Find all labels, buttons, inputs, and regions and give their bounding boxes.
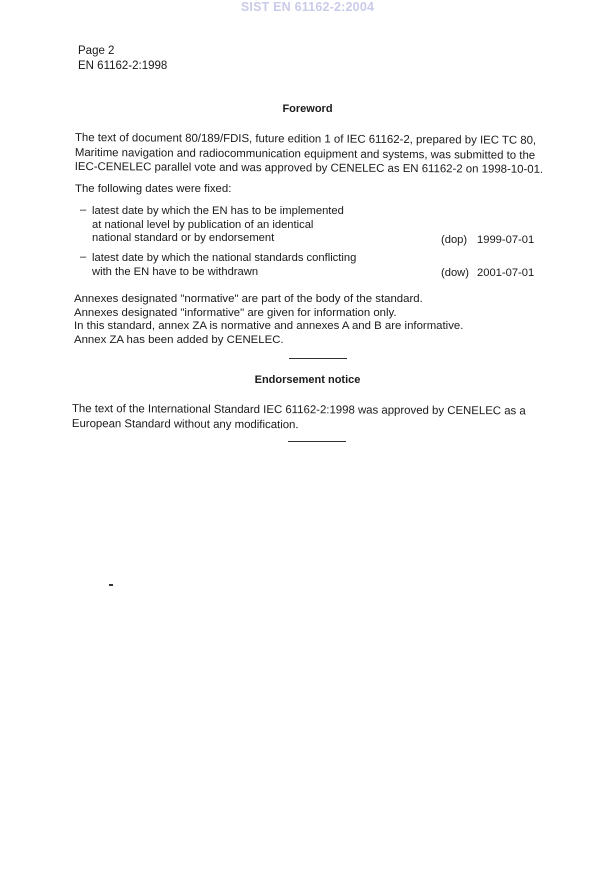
scan-speck xyxy=(109,584,113,586)
date-item-line: with the EN have to be withdrawn xyxy=(92,265,259,278)
list-dash: – xyxy=(80,204,87,216)
foreword-intro xyxy=(75,131,544,177)
date-item-dow xyxy=(92,252,356,279)
page-header xyxy=(78,44,167,74)
date-code-dop: (dop) xyxy=(441,234,468,246)
foreword-intro-line: IEC-CENELEC parallel vote and was approved by CENELEC as EN 61162-2 on 1998-10-01. xyxy=(74,160,544,176)
foreword-intro-line: Maritime navigation and radiocommunication equipment and systems, was submitted to the xyxy=(74,146,536,162)
page-number: Page 2 xyxy=(78,45,115,57)
endorsement-line: European Standard without any modification. xyxy=(71,417,299,431)
endorsement-line: The text of the International Standard IEC 61162-2:1998 was approved by CENELEC as a xyxy=(71,403,526,418)
date-code-dow: (dow) xyxy=(441,267,469,279)
date-item-line: national standard or by endorsement xyxy=(92,232,275,244)
section-divider xyxy=(288,441,346,442)
annex-notes xyxy=(74,293,463,347)
date-item-dop xyxy=(92,205,344,246)
dates-intro: The following dates were fixed: xyxy=(75,183,232,195)
watermark: SIST EN 61162-2:2004 xyxy=(240,0,375,14)
list-dash: – xyxy=(80,251,87,263)
annex-note-line: Annex ZA has been added by CENELEC. xyxy=(74,333,284,346)
annex-note-line: Annexes designated "normative" are part of the body of the standard. xyxy=(74,293,423,305)
date-item-line: latest date by which the national standards conflicting xyxy=(92,252,357,264)
document-id: EN 61162-2:1998 xyxy=(78,60,168,72)
annex-note-line: In this standard, annex ZA is normative and annexes A and B are informative. xyxy=(74,320,464,333)
date-value-dow: 2001-07-01 xyxy=(477,267,535,279)
date-item-line: latest date by which the EN has to be implemented xyxy=(92,205,344,217)
date-item-line: at national level by publication of an identical xyxy=(92,218,314,231)
endorsement-title: Endorsement notice xyxy=(254,374,361,386)
endorsement-text xyxy=(72,402,526,433)
foreword-intro-line: The text of document 80/189/FDIS, future edition 1 of IEC 61162-2, prepared by IEC TC 80, xyxy=(74,131,537,147)
section-divider xyxy=(289,358,347,359)
date-value-dop: 1999-07-01 xyxy=(477,234,535,246)
foreword-title: Foreword xyxy=(282,103,333,115)
annex-note-line: Annexes designated "informative" are given for information only. xyxy=(74,306,397,319)
